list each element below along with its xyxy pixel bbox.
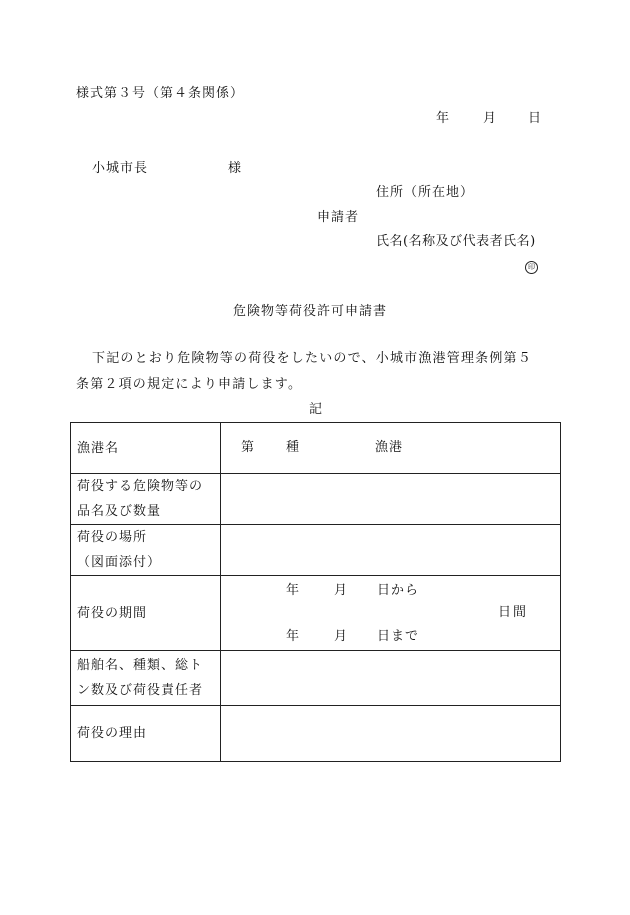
ship-label-line-2: ン数及び荷役責任者 [77,683,204,698]
ship-label-line-1: 船舶名、種類、総ト [77,658,204,673]
table-row-ship [71,651,561,706]
port-label: 漁港名 [71,423,221,474]
period-month-1: 月 [334,583,349,598]
port-value-cell[interactable] [221,423,561,474]
place-label-line-1: 荷役の場所 [77,530,148,545]
date-month: 月 [483,111,497,126]
date-day: 日 [528,111,542,126]
period-year-2: 年 [286,629,301,644]
port-gyoko: 漁港 [375,440,404,455]
form-number: 様式第３号（第４条関係） [76,86,245,101]
goods-label-line-1: 荷役する危険物等の [77,479,204,494]
reason-label: 荷役の理由 [71,706,221,762]
addressee-honorific: 様 [228,161,242,176]
period-from: 日から [377,583,420,598]
place-label-line-2: （図面添付） [77,555,162,570]
period-days: 日間 [498,605,529,620]
body-paragraph [76,346,556,398]
seal-mark: 印 [525,261,538,274]
period-year-1: 年 [286,583,301,598]
addressee-name: 小城市長 [92,161,149,176]
table-row-port [71,423,561,474]
period-label: 荷役の期間 [71,576,221,651]
table-row-goods [71,474,561,525]
goods-label-line-2: 品名及び数量 [77,504,162,519]
document-title: 危険物等荷役許可申請書 [233,304,388,319]
applicant-label: 申請者 [317,210,360,225]
place-label [71,525,221,576]
ship-value-cell[interactable] [221,651,561,706]
table-row-place [71,525,561,576]
table-row-reason [71,706,561,762]
date-year: 年 [436,111,450,126]
body-line-2: 条第２項の規定により申請します。 [76,377,303,392]
place-value-cell[interactable] [221,525,561,576]
period-month-2: 月 [334,629,349,644]
port-dai: 第 [241,440,256,455]
applicant-name-label: 氏名(名称及び代表者氏名) [376,234,536,249]
period-value-cell[interactable] [221,576,561,651]
body-line-1: 下記のとおり危険物等の荷役をしたいので、小城市漁港管理条例第５ [92,351,532,366]
reason-value-cell[interactable] [221,706,561,762]
applicant-address-label: 住所（所在地） [376,185,475,200]
goods-value-cell[interactable] [221,474,561,525]
record-mark: 記 [309,402,323,417]
ship-label [71,651,221,706]
goods-label [71,474,221,525]
period-until: 日まで [377,629,420,644]
application-table [70,422,561,762]
table-row-period [71,576,561,651]
port-shu: 種 [286,440,301,455]
